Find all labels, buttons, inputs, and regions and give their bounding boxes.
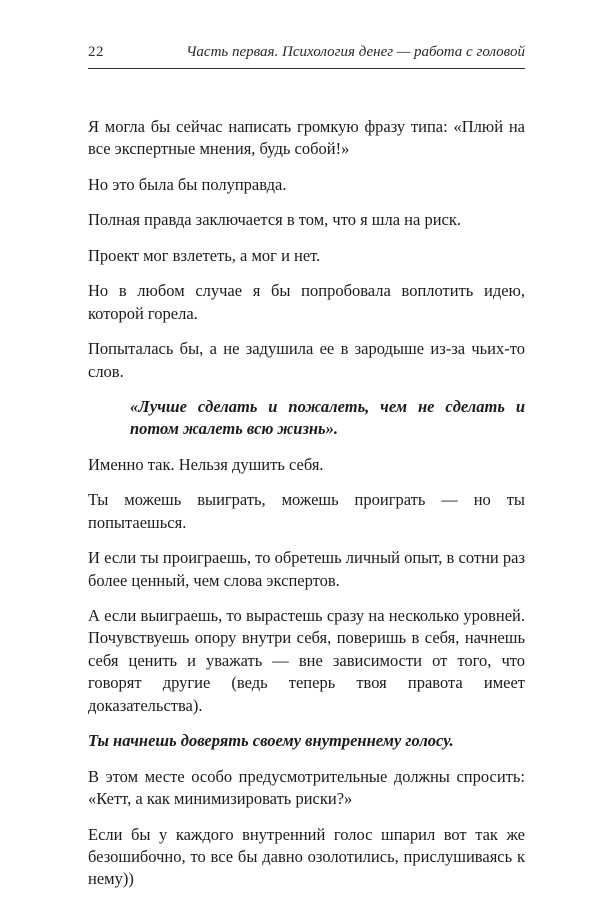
paragraph: Ты можешь выиграть, можешь проиграть — но ты попытаешься. xyxy=(88,490,525,532)
block-quote: «Лучше сделать и пожалеть, чем не сделать и потом жалеть всю жизнь». xyxy=(130,396,525,439)
page-content xyxy=(88,116,525,891)
header-divider xyxy=(88,68,525,69)
paragraph: А если выиграешь, то вырастешь сразу на несколько уровней. Почувствуешь опору внутри себя, поверишь в себя, начнешь себя ценить и уважать — вне зависимости от того, что говорят другие (ведь теперь твоя правота имеет доказательства). xyxy=(88,606,525,715)
paragraph: Но в любом случае я бы попробовала воплотить идею, которой горела. xyxy=(88,281,525,323)
paragraph: Если бы у каждого внутренний голос шпарил вот так же безошибочно, то все бы давно озолотились, прислушиваясь к нему)) xyxy=(88,824,525,889)
running-title: Часть первая. Психология денег — работа с головой xyxy=(186,44,525,60)
page-header xyxy=(88,44,525,61)
paragraph: Полная правда заключается в том, что я шла на риск. xyxy=(88,210,461,230)
page-number: 22 xyxy=(88,44,104,60)
paragraph: Я могла бы сейчас написать громкую фразу типа: «Плюй на все экспертные мнения, будь собой!» xyxy=(88,117,525,159)
paragraph: Именно так. Нельзя душить себя. xyxy=(88,454,324,474)
paragraph: Но это была бы полуправда. xyxy=(88,174,287,194)
paragraph: И если ты проиграешь, то обретешь личный опыт, в сотни раз более ценный, чем слова экспертов. xyxy=(88,548,525,590)
paragraph: Проект мог взлететь, а мог и нет. xyxy=(88,245,321,265)
emphasized-paragraph: Ты начнешь доверять своему внутреннему голосу. xyxy=(88,731,454,751)
paragraph: Попыталась бы, а не задушила ее в зародыше из-за чьих-то слов. xyxy=(88,339,525,381)
paragraph: В этом месте особо предусмотрительные должны спросить: «Кетт, а как минимизировать риски?» xyxy=(88,766,525,809)
